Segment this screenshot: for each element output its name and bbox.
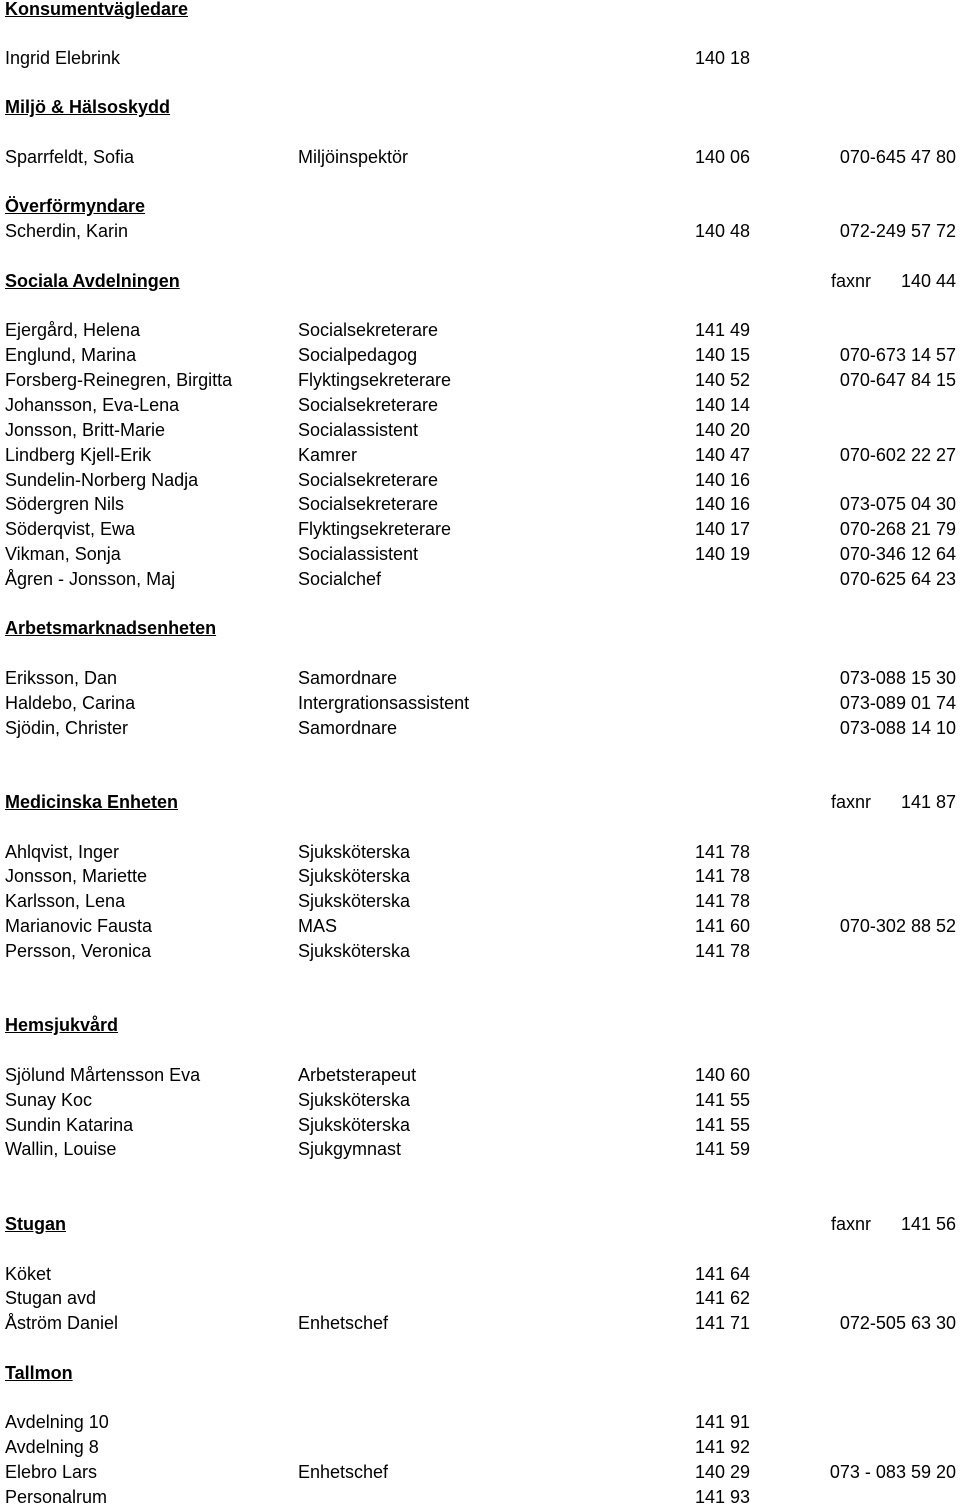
section-header	[0, 269, 960, 293]
entry-name: Sundelin-Norberg Nadja	[5, 470, 199, 490]
entry-mobile: 070-302 88 52	[839, 916, 956, 936]
entry-mobile: 070-625 64 23	[839, 569, 956, 589]
entry-mobile: 070-268 21 79	[839, 519, 956, 539]
directory-entry	[0, 1088, 960, 1112]
entry-role: Sjuksköterska	[298, 842, 411, 862]
entry-name: Personalrum	[5, 1487, 108, 1507]
directory-entry	[0, 1137, 960, 1161]
directory-entry	[0, 492, 960, 516]
section-header	[0, 0, 960, 21]
directory-entry	[0, 1485, 960, 1509]
entry-role: Flyktingsekreterare	[298, 519, 452, 539]
entry-extension: 140 15	[695, 345, 751, 365]
entry-extension: 141 93	[695, 1487, 751, 1507]
directory-entry	[0, 914, 960, 938]
directory-entry	[0, 318, 960, 342]
directory-entry	[0, 418, 960, 442]
entry-name: Ejergård, Helena	[5, 320, 141, 340]
entry-extension: 140 52	[695, 370, 751, 390]
section-header	[0, 95, 960, 119]
entry-role: Sjuksköterska	[298, 1115, 411, 1135]
fax-label: faxnr	[831, 271, 872, 291]
entry-name: Persson, Veronica	[5, 941, 152, 961]
entry-name: Marianovic Fausta	[5, 916, 153, 936]
directory-entry	[0, 840, 960, 864]
directory-entry	[0, 1262, 960, 1286]
entry-name: Johansson, Eva-Lena	[5, 395, 180, 415]
entry-name: Avdelning 10	[5, 1412, 109, 1432]
entry-extension: 140 16	[695, 470, 751, 490]
entry-role: Sjukgymnast	[298, 1139, 402, 1159]
section-heading: Tallmon	[5, 1363, 73, 1383]
entry-extension: 141 91	[695, 1412, 751, 1432]
entry-role: Socialassistent	[298, 420, 419, 440]
entry-mobile: 070-346 12 64	[839, 544, 956, 564]
section-header	[0, 790, 960, 814]
entry-role: Sjuksköterska	[298, 941, 411, 961]
entry-role: Socialchef	[298, 569, 382, 589]
entry-name: Englund, Marina	[5, 345, 137, 365]
entry-role: Flyktingsekreterare	[298, 370, 452, 390]
entry-extension: 141 49	[695, 320, 751, 340]
entry-mobile: 073 - 083 59 20	[829, 1462, 956, 1482]
entry-name: Karlsson, Lena	[5, 891, 126, 911]
directory-entry	[0, 716, 960, 740]
entry-name: Haldebo, Carina	[5, 693, 136, 713]
directory-entry	[0, 219, 960, 243]
entry-extension: 140 48	[695, 221, 751, 241]
entry-extension: 141 78	[695, 866, 751, 886]
entry-name: Ågren - Jonsson, Maj	[5, 569, 176, 589]
entry-name: Söderqvist, Ewa	[5, 519, 136, 539]
entry-role: MAS	[298, 916, 338, 936]
entry-extension: 141 78	[695, 842, 751, 862]
entry-extension: 140 17	[695, 519, 751, 539]
entry-name: Elebro Lars	[5, 1462, 98, 1482]
directory-entry	[0, 517, 960, 541]
directory-entry	[0, 889, 960, 913]
entry-role: Samordnare	[298, 718, 398, 738]
fax-number: 141 56	[900, 1214, 956, 1234]
entry-extension: 141 71	[695, 1313, 751, 1333]
entry-role: Sjuksköterska	[298, 866, 411, 886]
entry-name: Sjödin, Christer	[5, 718, 129, 738]
entry-role: Samordnare	[298, 668, 398, 688]
entry-role: Enhetschef	[298, 1313, 389, 1333]
section-heading: Medicinska Enheten	[5, 792, 179, 812]
entry-name: Avdelning 8	[5, 1437, 99, 1457]
entry-extension: 140 29	[695, 1462, 751, 1482]
directory-entry	[0, 1410, 960, 1434]
section-header	[0, 616, 960, 640]
entry-name: Vikman, Sonja	[5, 544, 121, 564]
section-header	[0, 194, 960, 218]
entry-extension: 140 18	[695, 48, 751, 68]
entry-mobile: 073-075 04 30	[839, 494, 956, 514]
entry-name: Stugan avd	[5, 1288, 97, 1308]
section-heading: Stugan	[5, 1214, 66, 1234]
directory-entry	[0, 46, 960, 70]
entry-name: Sjölund Mårtensson Eva	[5, 1065, 201, 1085]
section-heading: Konsumentvägledare	[5, 0, 189, 19]
entry-name: Ingrid Elebrink	[5, 48, 121, 68]
entry-name: Södergren Nils	[5, 494, 125, 514]
fax-number: 141 87	[900, 792, 956, 812]
entry-extension: 140 20	[695, 420, 751, 440]
directory-entry	[0, 691, 960, 715]
entry-extension: 141 92	[695, 1437, 751, 1457]
entry-name: Wallin, Louise	[5, 1139, 117, 1159]
entry-extension: 140 14	[695, 395, 751, 415]
entry-mobile: 070-602 22 27	[839, 445, 956, 465]
entry-role: Socialsekreterare	[298, 470, 439, 490]
entry-name: Sparrfeldt, Sofia	[5, 147, 135, 167]
entry-extension: 140 60	[695, 1065, 751, 1085]
entry-mobile: 070-647 84 15	[839, 370, 956, 390]
directory-entry	[0, 1460, 960, 1484]
entry-mobile: 070-673 14 57	[839, 345, 956, 365]
entry-name: Eriksson, Dan	[5, 668, 118, 688]
entry-role: Sjuksköterska	[298, 891, 411, 911]
section-heading: Arbetsmarknadsenheten	[5, 618, 217, 638]
section-heading: Överförmyndare	[5, 196, 146, 216]
directory-entry	[0, 343, 960, 367]
directory-entry	[0, 145, 960, 169]
fax-number: 140 44	[900, 271, 956, 291]
section-header	[0, 1013, 960, 1037]
entry-role: Enhetschef	[298, 1462, 389, 1482]
entry-name: Ahlqvist, Inger	[5, 842, 120, 862]
directory-entry	[0, 567, 960, 591]
entry-extension: 140 06	[695, 147, 751, 167]
entry-extension: 140 16	[695, 494, 751, 514]
directory-entry	[0, 368, 960, 392]
entry-name: Scherdin, Karin	[5, 221, 129, 241]
directory-entry	[0, 939, 960, 963]
entry-extension: 140 19	[695, 544, 751, 564]
entry-mobile: 073-088 14 10	[839, 718, 956, 738]
entry-extension: 141 78	[695, 941, 751, 961]
directory-entry	[0, 443, 960, 467]
entry-name: Forsberg-Reinegren, Birgitta	[5, 370, 233, 390]
entry-extension: 141 55	[695, 1115, 751, 1135]
entry-role: Socialsekreterare	[298, 395, 439, 415]
entry-name: Sunay Koc	[5, 1090, 93, 1110]
section-heading: Hemsjukvård	[5, 1015, 119, 1035]
entry-name: Jonsson, Britt-Marie	[5, 420, 166, 440]
fax-label: faxnr	[831, 792, 872, 812]
entry-extension: 141 59	[695, 1139, 751, 1159]
entry-extension: 141 62	[695, 1288, 751, 1308]
entry-extension: 141 55	[695, 1090, 751, 1110]
entry-role: Kamrer	[298, 445, 358, 465]
entry-mobile: 070-645 47 80	[839, 147, 956, 167]
entry-extension: 141 60	[695, 916, 751, 936]
entry-role: Intergrationsassistent	[298, 693, 470, 713]
section-header	[0, 1361, 960, 1385]
entry-role: Sjuksköterska	[298, 1090, 411, 1110]
entry-mobile: 072-505 63 30	[839, 1313, 956, 1333]
entry-extension: 141 64	[695, 1264, 751, 1284]
entry-extension: 140 47	[695, 445, 751, 465]
entry-mobile: 073-089 01 74	[839, 693, 956, 713]
directory-entry	[0, 468, 960, 492]
section-header	[0, 1212, 960, 1236]
directory-entry	[0, 666, 960, 690]
entry-mobile: 073-088 15 30	[839, 668, 956, 688]
entry-role: Socialsekreterare	[298, 494, 439, 514]
directory-entry	[0, 393, 960, 417]
section-heading: Miljö & Hälsoskydd	[5, 97, 171, 117]
section-heading: Sociala Avdelningen	[5, 271, 180, 291]
directory-entry	[0, 1113, 960, 1137]
entry-role: Socialpedagog	[298, 345, 418, 365]
entry-name: Åström Daniel	[5, 1313, 119, 1333]
entry-role: Socialassistent	[298, 544, 419, 564]
entry-name: Köket	[5, 1264, 52, 1284]
entry-mobile: 072-249 57 72	[839, 221, 956, 241]
entry-name: Jonsson, Mariette	[5, 866, 148, 886]
directory-entry	[0, 864, 960, 888]
entry-extension: 141 78	[695, 891, 751, 911]
entry-role: Arbetsterapeut	[298, 1065, 417, 1085]
directory-entry	[0, 1435, 960, 1459]
entry-role: Socialsekreterare	[298, 320, 439, 340]
directory-entry	[0, 542, 960, 566]
fax-label: faxnr	[831, 1214, 872, 1234]
directory-entry	[0, 1311, 960, 1335]
entry-role: Miljöinspektör	[298, 147, 409, 167]
entry-name: Lindberg Kjell-Erik	[5, 445, 152, 465]
directory-entry	[0, 1063, 960, 1087]
entry-name: Sundin Katarina	[5, 1115, 134, 1135]
directory-entry	[0, 1286, 960, 1310]
